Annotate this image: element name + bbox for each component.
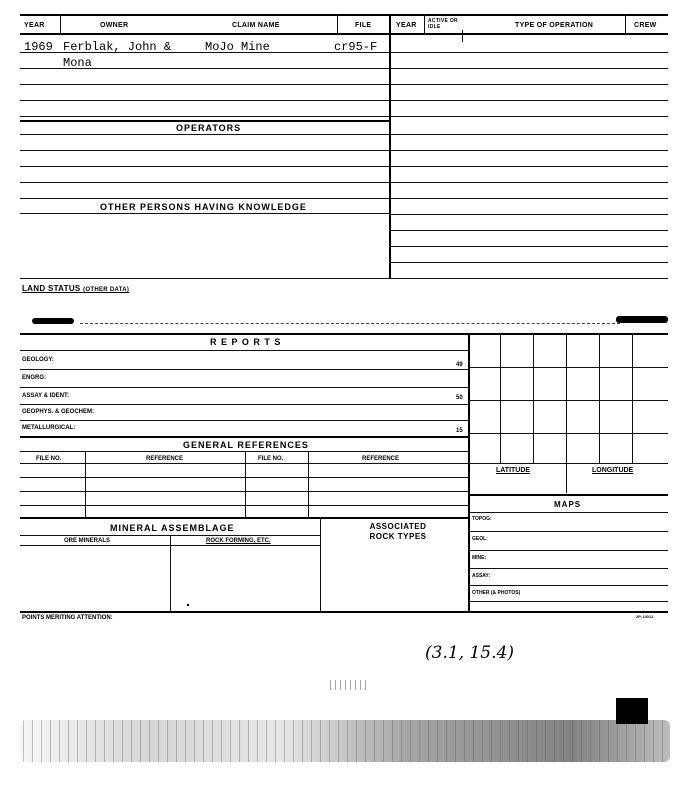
owner-row-line: [20, 100, 389, 101]
operation-row-line: [389, 246, 668, 247]
map-row-line: [468, 550, 668, 551]
reports-top-line: [20, 333, 668, 335]
map-row-line: [468, 601, 668, 602]
report-label-engrg: ENGRG:: [22, 375, 46, 381]
owner-row-line: [20, 116, 389, 117]
map-row-line: [468, 585, 668, 586]
longitude-label: LONGITUDE: [592, 467, 634, 474]
header-divider: [60, 14, 61, 33]
col-reference: REFERENCE: [146, 456, 184, 462]
col-file-no: FILE NO.: [36, 456, 62, 462]
grid-line: [468, 400, 668, 401]
operation-row-line: [389, 68, 668, 69]
rock-forming-label: ROCK FORMING, ETC.: [206, 538, 271, 544]
header-divider: [337, 14, 338, 33]
points-meriting-attention: POINTS MERITING ATTENTION:: [22, 615, 113, 621]
operation-row-line: [389, 84, 668, 85]
operation-row-line: [389, 52, 668, 53]
report-row-line: [20, 387, 468, 388]
references-divider: [308, 451, 309, 517]
report-code: 50: [456, 395, 463, 401]
map-geol-label: GEOL:: [472, 536, 488, 542]
header-bottom-line: [20, 33, 668, 35]
reports-bottom-line: [20, 436, 468, 438]
references-divider: [245, 451, 246, 517]
operators-title-line: [20, 134, 389, 135]
report-code: 49: [456, 362, 463, 368]
owner-row-line: [20, 84, 389, 85]
operation-row-line: [389, 230, 668, 231]
right-panel-divider: [468, 333, 470, 611]
operation-row-line: [389, 198, 668, 199]
header-year-2: YEAR: [396, 22, 417, 29]
land-status-title: [22, 284, 129, 293]
grid-line: [500, 335, 501, 463]
ore-minerals-label: ORE MINERALS: [64, 538, 111, 544]
land-status-line: [80, 323, 620, 324]
map-row-line: [468, 568, 668, 569]
report-row-line: [20, 404, 468, 405]
entry-owner-line1: Ferblak, John &: [63, 40, 172, 54]
mineral-assemblage-title: MINERAL ASSEMBLAGE: [110, 523, 235, 533]
header-divider: [625, 14, 626, 33]
mineral-header-line: [20, 545, 320, 546]
references-row-line: [20, 477, 468, 478]
map-mine-label: MINE:: [472, 555, 487, 561]
operators-top-line: [20, 120, 389, 122]
maps-title: MAPS: [554, 500, 582, 509]
header-owner: OWNER: [100, 22, 129, 29]
grid-line: [632, 335, 633, 463]
owner-row-line: [20, 52, 389, 53]
grid-line: [468, 367, 668, 368]
latitude-label: LATITUDE: [496, 467, 531, 474]
map-topog-label: TOPOG:: [472, 516, 492, 522]
operation-row-line: [389, 262, 668, 263]
associated-rock-types-title: ASSOCIATED ROCK TYPES: [369, 522, 427, 541]
other-persons-title-line: [20, 213, 389, 214]
scan-noise: [330, 680, 370, 690]
header-divider: [462, 30, 463, 42]
operation-row-line: [389, 182, 668, 183]
report-label-geology: GEOLOGY:: [22, 357, 54, 363]
report-label-geophys: GEOPHYS. & GEOCHEM:: [22, 409, 95, 415]
header-claim-name: CLAIM NAME: [232, 22, 280, 29]
grid-line: [599, 335, 600, 463]
land-status-sublabel: (OTHER DATA): [83, 287, 130, 293]
operators-row-line: [20, 198, 389, 199]
references-bottom-line: [20, 517, 468, 519]
report-code: 15: [456, 428, 463, 434]
references-divider: [85, 451, 86, 517]
form-bottom-line: [20, 611, 668, 613]
operators-row-line: [20, 150, 389, 151]
redaction-mark: [616, 316, 668, 323]
operation-row-line: [389, 150, 668, 151]
references-header-line: [20, 463, 468, 464]
header-type-of-operation: TYPE OF OPERATION: [515, 22, 594, 29]
references-row-line: [20, 491, 468, 492]
entry-owner-line2: Mona: [63, 56, 92, 70]
references-row-line: [20, 505, 468, 506]
reports-title: R E P O R T S: [210, 337, 282, 347]
operators-row-line: [20, 166, 389, 167]
header-active-idle: ACTIVE OR IDLE: [428, 18, 458, 30]
header-year: YEAR: [24, 22, 45, 29]
header-file: FILE: [355, 22, 372, 29]
operation-row-line: [389, 214, 668, 215]
col-reference: REFERENCE: [362, 456, 400, 462]
operators-title: OPERATORS: [176, 123, 242, 133]
header-crew: CREW: [634, 22, 657, 29]
map-other-label: OTHER (& PHOTOS): [472, 590, 521, 596]
entry-claim-name: MoJo Mine: [205, 40, 270, 54]
scan-noise: [20, 720, 670, 762]
general-references-title: GENERAL REFERENCES: [183, 440, 309, 450]
report-row-line: [20, 420, 468, 421]
col-file-no: FILE NO.: [258, 456, 284, 462]
land-status-label: LAND STATUS: [22, 284, 81, 293]
grid-line: [533, 335, 534, 463]
general-references-title-line: [20, 451, 468, 452]
grid-line: [566, 335, 567, 493]
form-code: 2P-14012: [636, 614, 654, 619]
operation-row-line: [389, 166, 668, 167]
upper-block-bottom-line: [20, 278, 668, 279]
operation-row-line: [389, 116, 668, 117]
operation-row-line: [389, 100, 668, 101]
report-row-line: [20, 369, 468, 370]
main-column-divider: [389, 14, 391, 278]
maps-title-line: [468, 512, 668, 513]
map-assay-label: ASSAY:: [472, 573, 491, 579]
reports-title-line: [20, 350, 468, 351]
top-border: [20, 14, 668, 16]
entry-year: 1969: [24, 40, 53, 54]
redaction-mark: [32, 318, 74, 324]
grid-line: [468, 463, 668, 464]
ink-dot: [187, 604, 189, 606]
maps-top-line: [468, 494, 668, 496]
rock-types-divider: [320, 517, 321, 611]
map-row-line: [468, 531, 668, 532]
mineral-divider: [170, 535, 171, 611]
other-persons-title: OTHER PERSONS HAVING KNOWLEDGE: [100, 202, 307, 212]
handwritten-coordinates: (3.1, 15.4): [425, 643, 514, 663]
grid-line: [468, 433, 668, 434]
owner-row-line: [20, 68, 389, 69]
operators-row-line: [20, 182, 389, 183]
report-label-metallurgical: METALLURGICAL:: [22, 425, 76, 431]
operation-row-line: [389, 134, 668, 135]
entry-file: cr95-F: [334, 40, 378, 54]
header-divider: [424, 14, 425, 33]
report-label-assay: ASSAY & IDENT:: [22, 393, 70, 399]
